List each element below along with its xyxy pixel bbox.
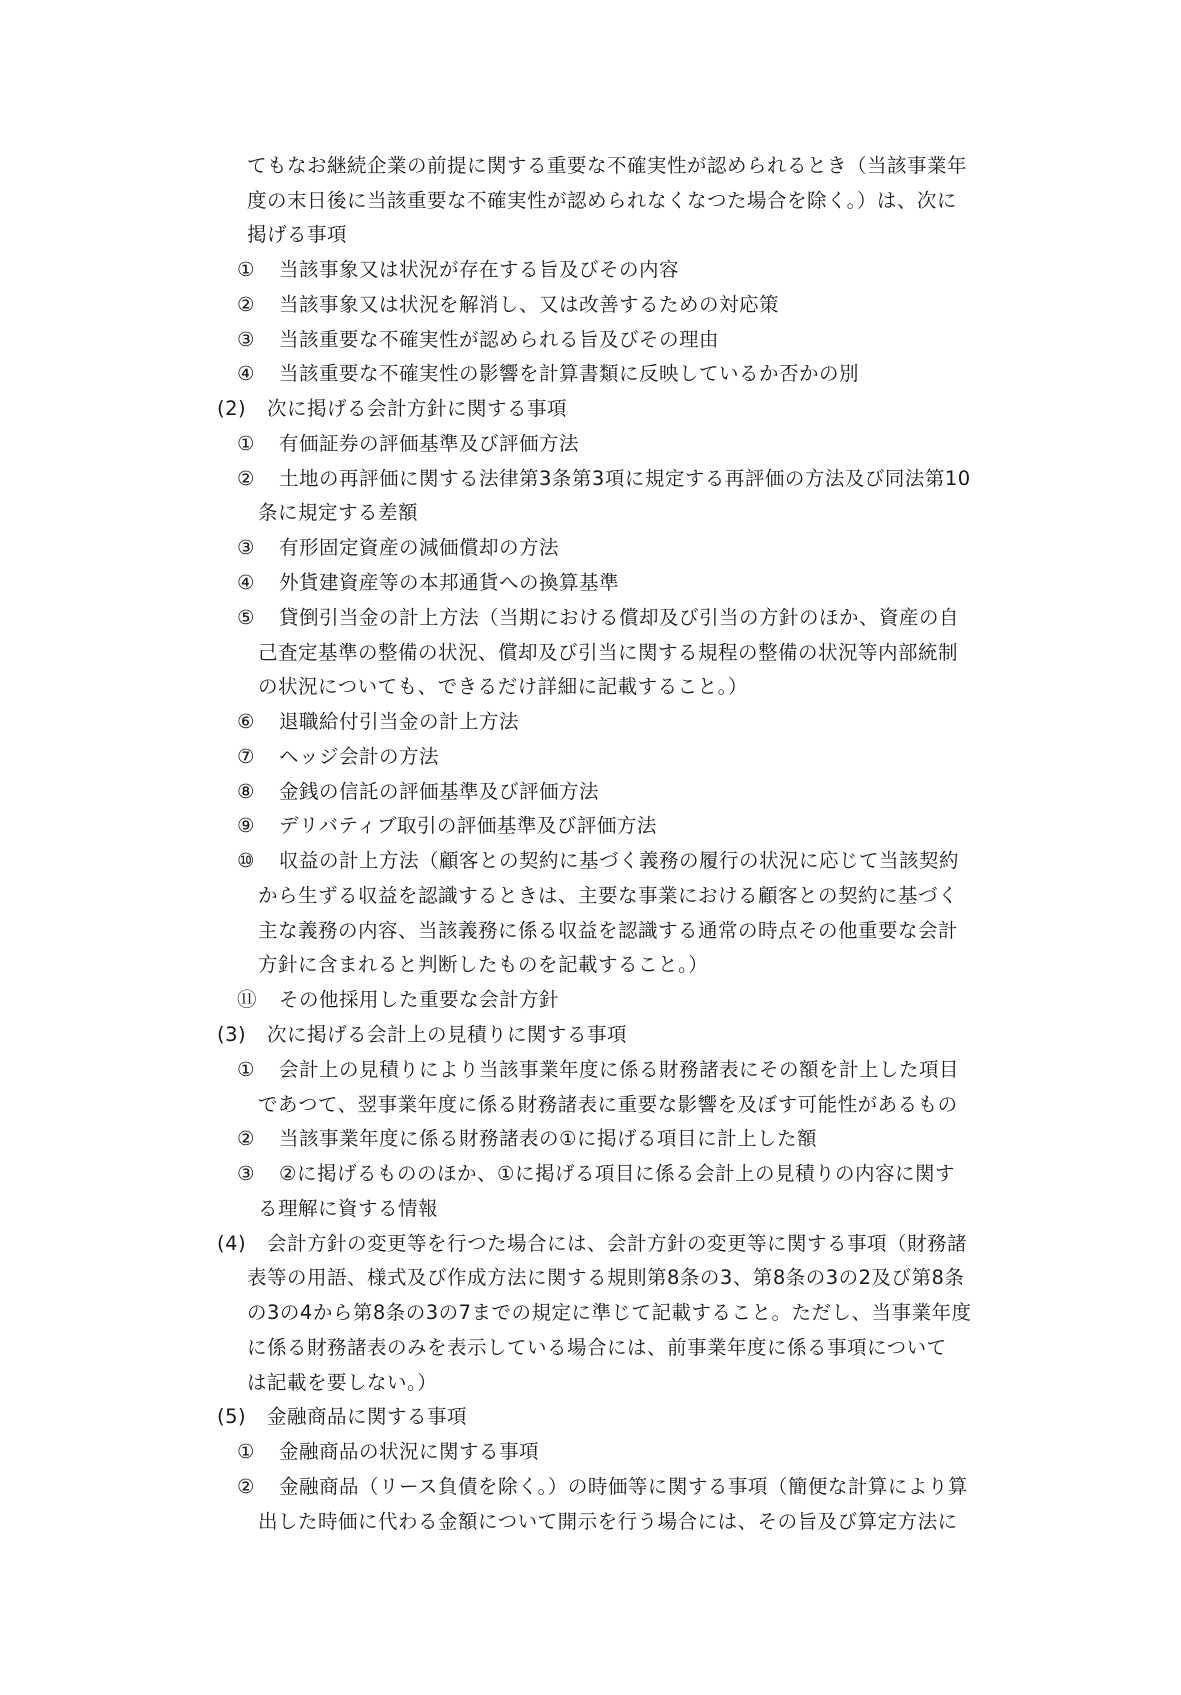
item-number: ② (237, 1475, 255, 1498)
item-number: ④ (237, 362, 255, 385)
list-item (237, 570, 619, 596)
item-text: 金融商品の状況に関する事項 (279, 1440, 540, 1463)
paragraph-line: 条に規定する差額 (258, 501, 419, 524)
item-number: ⑧ (237, 780, 255, 803)
paragraph-line: の3の4から第8条の3の7までの規定に準じて記載すること。ただし、当事業年度 (247, 1301, 972, 1324)
list-item (237, 361, 859, 387)
paragraph-line: であつて、翌事業年度に係る財務諸表に重要な影響を及ぼす可能性があるもの (258, 1093, 958, 1116)
section-heading (217, 396, 567, 422)
item-number: ⑦ (237, 745, 255, 768)
item-number: ④ (237, 571, 255, 594)
paragraph-line: から生ずる収益を認識するときは、主要な事業における顧客との契約に基づく (258, 884, 959, 907)
item-number: ③ (237, 536, 255, 559)
paragraph-line: に係る財務諸表のみを表示している場合には、前事業年度に係る事項について (247, 1336, 947, 1359)
item-number: ① (237, 1058, 255, 1081)
item-number: ⑪ (237, 988, 258, 1011)
item-number: ① (237, 1440, 255, 1463)
item-number: ⑨ (237, 814, 255, 837)
item-text: 当該事業年度に係る財務諸表の①に掲げる項目に計上した額 (279, 1127, 817, 1150)
item-text: ヘッジ会計の方法 (279, 745, 440, 768)
paragraph-line: てもなお継続企業の前提に関する重要な不確実性が認められるとき（当該事業年 (247, 154, 968, 177)
item-text: 金銭の信託の評価基準及び評価方法 (279, 780, 600, 803)
list-item (237, 813, 657, 839)
section-title: 金融商品に関する事項 (267, 1405, 468, 1428)
list-item (237, 1126, 817, 1152)
item-number: ③ (237, 1162, 255, 1185)
list-item (237, 848, 959, 874)
list-item (237, 1057, 959, 1083)
list-item (237, 605, 959, 631)
paragraph-line: は記載を要しない。） (247, 1371, 438, 1394)
section-heading (217, 1022, 627, 1048)
list-item (237, 1474, 968, 1500)
item-text: 会計上の見積りにより当該事業年度に係る財務諸表にその額を計上した項目 (279, 1058, 960, 1081)
item-number: ③ (237, 328, 255, 351)
paragraph-line: 方針に含まれると判断したものを記載すること。） (258, 953, 709, 976)
item-text: 当該事象又は状況を解消し、又は改善するための対応策 (279, 293, 780, 316)
list-item (237, 327, 719, 353)
section-title: 次に掲げる会計上の見積りに関する事項 (267, 1023, 628, 1046)
paragraph-line: 己査定基準の整備の状況、償却及び引当に関する規程の整備の状況等内部統制 (258, 641, 959, 664)
section-heading (217, 1404, 467, 1430)
list-item (237, 431, 579, 457)
item-number: ⑤ (237, 606, 255, 629)
item-number: ① (237, 258, 255, 281)
item-text: 有形固定資産の減価償却の方法 (279, 536, 560, 559)
item-text: 当該事象又は状況が存在する旨及びその内容 (279, 258, 680, 281)
item-number: ② (237, 1127, 255, 1150)
paragraph-line: 出した時価に代わる金額について開示を行う場合には、その旨及び算定方法に (258, 1510, 958, 1533)
paragraph-line: 掲げる事項 (247, 223, 348, 246)
list-item (237, 257, 679, 283)
item-number: ② (237, 467, 255, 490)
item-text: 土地の再評価に関する法律第3条第3項に規定する再評価の方法及び同法第10 (279, 467, 971, 490)
list-item (237, 466, 971, 492)
item-number: ② (237, 293, 255, 316)
section-title: 会計方針の変更等を行つた場合には、会計方針の変更等に関する事項（財務諸 (267, 1232, 968, 1255)
section-number: (5) (217, 1405, 247, 1428)
paragraph-line: る理解に資する情報 (258, 1197, 439, 1220)
item-text: 金融商品（リース負債を除く。）の時価等に関する事項（簡便な計算により算 (279, 1475, 968, 1498)
list-item (237, 744, 439, 770)
item-number: ⑩ (237, 849, 255, 872)
item-text: 当該重要な不確実性が認められる旨及びその理由 (279, 328, 720, 351)
item-text: 貸倒引当金の計上方法（当期における償却及び引当の方針のほか、資産の自 (279, 606, 960, 629)
list-item (237, 292, 779, 318)
item-text: 有価証券の評価基準及び評価方法 (279, 432, 580, 455)
item-text: 当該重要な不確実性の影響を計算書類に反映しているか否かの別 (279, 362, 860, 385)
item-text: 退職給付引当金の計上方法 (279, 710, 520, 733)
list-item (237, 1161, 955, 1187)
section-number: (3) (217, 1023, 247, 1046)
paragraph-line: 主な義務の内容、当該義務に係る収益を認識する通常の時点その他重要な会計 (258, 919, 959, 942)
section-heading (217, 1231, 967, 1257)
list-item (237, 987, 559, 1013)
item-number: ① (237, 432, 255, 455)
item-text: その他採用した重要な会計方針 (279, 988, 560, 1011)
item-text: ②に掲げるもののほか、①に掲げる項目に係る会計上の見積りの内容に関す (279, 1162, 955, 1185)
item-text: 外貨建資産等の本邦通貨への換算基準 (279, 571, 620, 594)
section-title: 次に掲げる会計方針に関する事項 (267, 397, 568, 420)
section-number: (4) (217, 1232, 247, 1255)
list-item (237, 535, 559, 561)
paragraph-line: 表等の用語、様式及び作成方法に関する規則第8条の3、第8条の3の2及び第8条 (247, 1266, 965, 1289)
item-text: デリバティブ取引の評価基準及び評価方法 (279, 814, 657, 837)
item-text: 収益の計上方法（顧客との契約に基づく義務の履行の状況に応じて当該契約 (279, 849, 960, 872)
list-item (237, 1439, 539, 1465)
list-item (237, 709, 519, 735)
paragraph-line: 度の末日後に当該重要な不確実性が認められなくなつた場合を除く。）は、次に (247, 189, 957, 212)
list-item (237, 779, 599, 805)
item-number: ⑥ (237, 710, 255, 733)
paragraph-line: の状況についても、できるだけ詳細に記載すること。） (258, 675, 748, 698)
section-number: (2) (217, 397, 247, 420)
